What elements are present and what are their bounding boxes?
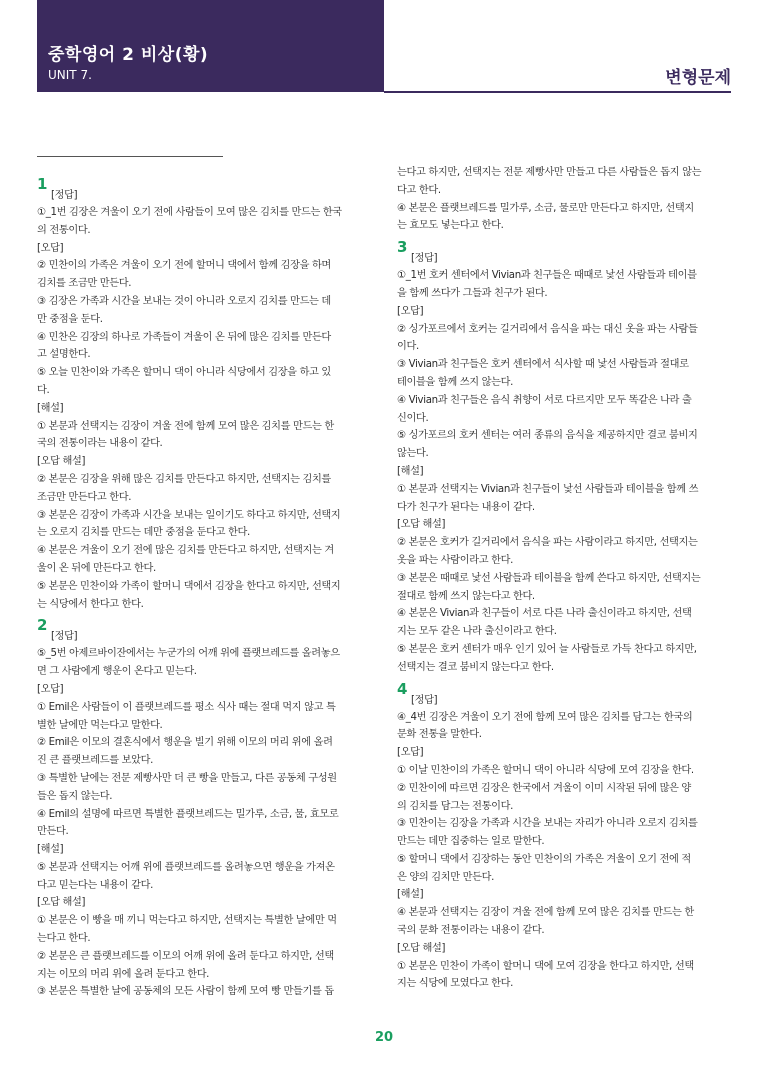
text-line: ④ Vivian과 친구들은 음식 취향이 서로 다르지만 모두 똑같은 나라 출 bbox=[397, 394, 692, 406]
text-line: [해설] bbox=[37, 402, 64, 414]
question-2-continued bbox=[397, 164, 736, 235]
text-line: [오답 해설] bbox=[37, 456, 86, 468]
text-line: 별한 날에만 먹는다고 말한다. bbox=[37, 719, 163, 731]
text-line: ② 민찬이의 가족은 겨울이 오기 전에 할머니 댁에서 함께 김장을 하며 bbox=[37, 260, 331, 272]
unit-label: UNIT 7. bbox=[48, 68, 92, 82]
text-line: 의 김치를 담그는 전통이다. bbox=[397, 800, 513, 812]
text-line: ⑤ 본문은 호커 센터가 매우 인기 있어 늘 사람들로 가득 찬다고 하지만, bbox=[397, 643, 697, 655]
text-line: 진 큰 플랫브레드를 보았다. bbox=[37, 755, 153, 767]
text-line: 만드는 데만 집중하는 일로 말한다. bbox=[397, 836, 545, 848]
question-1-body bbox=[37, 204, 376, 613]
text-line: [오답 해설] bbox=[37, 897, 86, 909]
text-line: ⑤ 싱가포르의 호커 센터는 여러 종류의 음식을 제공하지만 결코 붐비지 bbox=[397, 430, 698, 442]
answer-label: [정답] bbox=[411, 694, 438, 706]
text-line: 을 함께 쓰다가 그들과 친구가 된다. bbox=[397, 287, 548, 299]
text-line: ③ 특별한 날에는 전문 제빵사만 더 큰 빵을 만들고, 다른 공동체 구성원 bbox=[37, 772, 337, 784]
page-number: 20 bbox=[374, 1030, 394, 1045]
book-title: 중학영어 2 비상(황) bbox=[48, 45, 209, 65]
text-line: 다고 믿는다는 내용이 같다. bbox=[37, 879, 153, 891]
text-line: 만 중점을 둔다. bbox=[37, 313, 103, 325]
left-column bbox=[37, 172, 376, 1001]
text-line: 고 설명한다. bbox=[37, 349, 91, 361]
text-line: ⑤ 할머니 댁에서 김장하는 동안 민찬이의 가족은 겨울이 오기 전에 적 bbox=[397, 853, 691, 865]
text-line: 절대로 함께 쓰지 않는다고 한다. bbox=[397, 590, 535, 602]
text-line: ⑤ 오늘 민찬이와 가족은 할머니 댁이 아니라 식당에서 김장을 하고 있 bbox=[37, 367, 331, 379]
text-line: 국의 전통이라는 내용이 같다. bbox=[37, 438, 163, 450]
text-line: [오답] bbox=[37, 683, 64, 695]
text-line: ①_1번 호커 센터에서 Vivian과 친구들은 때때로 낯선 사람들과 테이블 bbox=[397, 270, 697, 282]
text-line: ⑤_5번 아제르바이잔에서는 누군가의 어깨 위에 플랫브레드를 올려놓으 bbox=[37, 648, 340, 660]
text-line: ④ 본문과 선택지는 김장이 겨울 전에 함께 모여 많은 김치를 만드는 한 bbox=[397, 907, 694, 919]
right-column bbox=[397, 164, 736, 993]
question-3-header bbox=[397, 237, 736, 267]
header-divider bbox=[384, 91, 731, 93]
question-4-body bbox=[397, 709, 736, 994]
text-line: [해설] bbox=[397, 465, 424, 477]
text-line: [해설] bbox=[37, 844, 64, 856]
answer-label: [정답] bbox=[51, 631, 78, 643]
text-line: ④ 민찬은 김장의 하나로 가족들이 겨울이 온 뒤에 많은 김치를 만든다 bbox=[37, 331, 331, 343]
text-line: ② 본문은 큰 플랫브레드를 이모의 어깨 위에 올려 둔다고 하지만, 선택 bbox=[37, 950, 334, 962]
text-line: ③ 본문은 김장이 가족과 시간을 보내는 일이기도 하다고 하지만, 선택지 bbox=[37, 509, 341, 521]
text-line: 는다고 한다. bbox=[37, 933, 91, 945]
text-line: ① 본문은 민찬이 가족이 할머니 댁에 모여 김장을 한다고 하지만, 선택 bbox=[397, 960, 694, 972]
question-2-header bbox=[37, 615, 376, 645]
text-line: 다가 친구가 된다는 내용이 같다. bbox=[397, 501, 535, 513]
question-2-body bbox=[37, 645, 376, 1001]
section-title: 변형문제 bbox=[665, 68, 731, 88]
text-line: 신이다. bbox=[397, 412, 429, 424]
column-rule bbox=[37, 156, 223, 157]
text-line: 울이 온 뒤에 만든다고 한다. bbox=[37, 562, 156, 574]
text-line: 테이블을 함께 쓰지 않는다. bbox=[397, 376, 513, 388]
text-line: 옷을 파는 사람이라고 한다. bbox=[397, 554, 513, 566]
text-line: 조금만 만든다고 한다. bbox=[37, 491, 132, 503]
text-line: ② 본문은 호커가 길거리에서 음식을 파는 사람이라고 하지만, 선택지는 bbox=[397, 537, 698, 549]
text-line: 선택지는 결코 붐비지 않는다고 한다. bbox=[397, 661, 554, 673]
text-line: ⑤ 본문과 선택지는 어깨 위에 플랫브레드를 올려놓으면 행운을 가져온 bbox=[37, 861, 335, 873]
text-line: ② 싱가포르에서 호커는 길거리에서 음식을 파는 대신 옷을 파는 사람들 bbox=[397, 323, 698, 335]
text-line: ③ 본문은 특별한 날에 공동체의 모든 사람이 함께 모여 빵 만들기를 돕 bbox=[37, 986, 334, 998]
text-line: ①_1번 김장은 겨울이 오기 전에 사람들이 모여 많은 김치를 만드는 한국 bbox=[37, 207, 342, 218]
text-line: ② 민찬이에 따르면 김장은 한국에서 겨울이 이미 시작된 뒤에 많은 양 bbox=[397, 782, 691, 794]
text-line: 의 전통이다. bbox=[37, 224, 91, 236]
text-line: [오답] bbox=[397, 747, 424, 759]
text-line: ② Emil은 이모의 결혼식에서 행운을 빌기 위해 이모의 머리 위에 올려 bbox=[37, 737, 333, 749]
text-line: 들은 돕지 않는다. bbox=[37, 790, 113, 802]
question-1-header bbox=[37, 174, 376, 204]
question-3-body bbox=[397, 267, 736, 676]
answer-label: [정답] bbox=[51, 190, 78, 201]
text-line: ② 본문은 김장을 위해 많은 김치를 만든다고 하지만, 선택지는 김치를 bbox=[37, 473, 331, 485]
question-number: 3 bbox=[397, 238, 408, 257]
question-number: 1 bbox=[37, 175, 48, 193]
text-line: ④_4번 김장은 겨울이 오기 전에 함께 모여 많은 김치를 담그는 한국의 bbox=[397, 711, 693, 723]
text-line: 는 식당에서 한다고 한다. bbox=[37, 598, 144, 610]
text-line: 다고 한다. bbox=[397, 184, 441, 196]
text-line: ③ Vivian과 친구들은 호커 센터에서 식사할 때 낯선 사람들과 절대로 bbox=[397, 359, 689, 371]
text-line: ⑤ 본문은 민찬이와 가족이 할머니 댁에서 김장을 한다고 하지만, 선택지 bbox=[37, 580, 341, 592]
question-number: 4 bbox=[397, 679, 408, 698]
text-line: [오답 해설] bbox=[397, 519, 446, 531]
text-line: 문화 전통을 말한다. bbox=[397, 729, 482, 741]
text-line: ① 본문은 이 빵을 매 끼니 먹는다고 하지만, 선택지는 특별한 날에만 먹 bbox=[37, 915, 337, 927]
text-line: 이다. bbox=[397, 341, 419, 353]
question-4-header bbox=[397, 679, 736, 709]
text-line: [해설] bbox=[397, 889, 424, 901]
text-line: ③ 본문은 때때로 낯선 사람들과 테이블을 함께 쓴다고 하지만, 선택지는 bbox=[397, 572, 701, 584]
text-line: 는다고 하지만, 선택지는 전문 제빵사만 만들고 다른 사람들은 돕지 않는 bbox=[397, 167, 702, 178]
text-line: 국의 문화 전통이라는 내용이 같다. bbox=[397, 925, 545, 937]
text-line: ④ Emil의 설명에 따르면 특별한 플랫브레드는 밀가루, 소금, 물, 효모로 bbox=[37, 808, 339, 820]
text-line: 는 효모도 넣는다고 한다. bbox=[397, 220, 504, 232]
text-line: 만든다. bbox=[37, 826, 69, 838]
text-line: 않는다. bbox=[397, 448, 429, 460]
text-line: 면 그 사람에게 행운이 온다고 믿는다. bbox=[37, 666, 197, 678]
text-line: 지는 이모의 머리 위에 올려 둔다고 한다. bbox=[37, 968, 210, 980]
text-line: [오답] bbox=[397, 305, 424, 317]
text-line: [오답 해설] bbox=[397, 942, 446, 954]
text-line: 김치를 조금만 만든다. bbox=[37, 278, 132, 290]
text-line: 다. bbox=[37, 384, 50, 396]
text-line: ① 본문과 선택지는 김장이 겨울 전에 함께 모여 많은 김치를 만드는 한 bbox=[37, 420, 334, 432]
text-line: 지는 모두 같은 나라 출신이라고 한다. bbox=[397, 626, 557, 638]
text-line: ① Emil은 사람들이 이 플랫브레드를 평소 식사 때는 절대 먹지 않고 특 bbox=[37, 701, 336, 713]
text-line: 는 오로지 김치를 만드는 데만 중점을 둔다고 한다. bbox=[37, 527, 250, 539]
text-line: ③ 민찬이는 김장을 가족과 시간을 보내는 자리가 아니라 오로지 김치를 bbox=[397, 818, 698, 830]
text-line: 은 양의 김치만 만든다. bbox=[397, 871, 494, 883]
answer-label: [정답] bbox=[411, 253, 438, 265]
text-line: ① 이날 민찬이의 가족은 할머니 댁이 아니라 식당에 모여 김장을 한다. bbox=[397, 764, 694, 776]
text-line: [오답] bbox=[37, 242, 64, 254]
question-number: 2 bbox=[37, 616, 48, 635]
text-line: ① 본문과 선택지는 Vivian과 친구들이 낯선 사람들과 테이블을 함께 쓰 bbox=[397, 483, 699, 495]
text-line: 지는 식당에 모였다고 한다. bbox=[397, 978, 513, 990]
text-line: ④ 본문은 Vivian과 친구들이 서로 다른 나라 출신이라고 하지만, 선택 bbox=[397, 608, 692, 620]
text-line: ③ 김장은 가족과 시간을 보내는 것이 아니라 오로지 김치를 만드는 데 bbox=[37, 295, 331, 307]
text-line: ④ 본문은 겨울이 오기 전에 많은 김치를 만든다고 하지만, 선택지는 겨 bbox=[37, 545, 334, 557]
text-line: ④ 본문은 플랫브레드를 밀가루, 소금, 물로만 만든다고 하지만, 선택지 bbox=[397, 202, 694, 214]
